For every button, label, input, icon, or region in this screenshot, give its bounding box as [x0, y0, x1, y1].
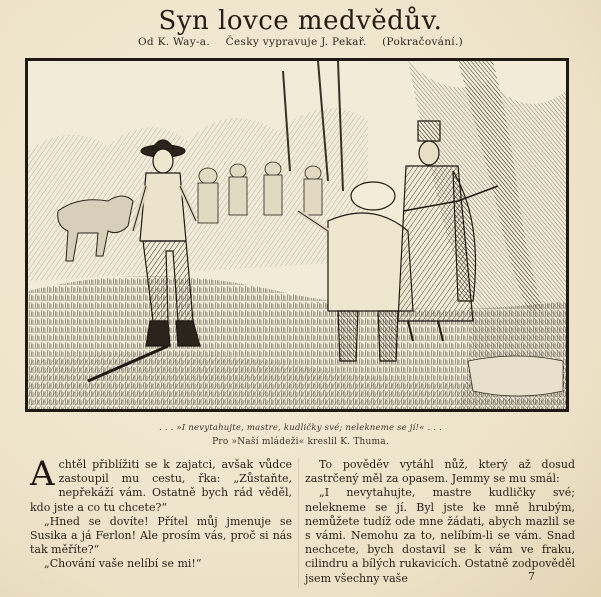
byline-author: Od K. Way-a.: [138, 36, 211, 48]
paragraph: „Hned se dovíte! Přítel můj jmenuje se Susika a já Ferlon! Ale prosím vás, proč si nás tak měříte?“: [30, 514, 292, 557]
byline-note: (Pokračování.): [382, 36, 463, 48]
drop-cap: A: [30, 454, 55, 494]
illustration: [25, 58, 569, 412]
column-divider: [298, 458, 299, 588]
right-column: [305, 458, 575, 586]
page-title: Syn lovce medvědův.: [158, 6, 443, 36]
paragraph: To pověděv vytáhl nůž, který až dosud zastrčený měl za opasem. Jemmy se mu smál:: [305, 458, 575, 486]
illustration-credit: Pro »Naší mládeži« kreslil K. Thuma.: [212, 437, 389, 447]
paragraph: „I nevytahujte, mastre kudličky své; nelekneme se jí. Byl jste ke mně hrubým, nemůžete tudíž ode mne žádati, abych mazlil se s vámi. Nemohu za to, nelíbím-li se vám. Snad nechcete, bych dostavil se k vám ve fraku, cilindru a bílých rukavicích. Ostatně zodpověděl jsem všechny vaše: [305, 486, 575, 585]
illustration-caption: . . . »I nevytahujte, mastre, kudličky své; nelekneme se jí!« . . .: [159, 423, 442, 433]
paragraph: „Chování vaše nelíbí se mi!“: [44, 557, 202, 571]
left-column: [30, 454, 292, 572]
byline-translator: Česky vypravuje J. Pekař.: [225, 36, 367, 48]
byline: [0, 36, 601, 48]
engraving-drawing: [28, 61, 566, 409]
page-number: 7: [528, 570, 535, 583]
paragraph: [30, 454, 292, 515]
paragraph-text: chtěl přiblížiti se k zajatci, avšak vůdce zastoupil mu cestu, řka: „Zůstaňte, nepřekáží vám. Ostatně bych rád věděl, kdo jste a co tu chcete?“: [30, 458, 292, 514]
